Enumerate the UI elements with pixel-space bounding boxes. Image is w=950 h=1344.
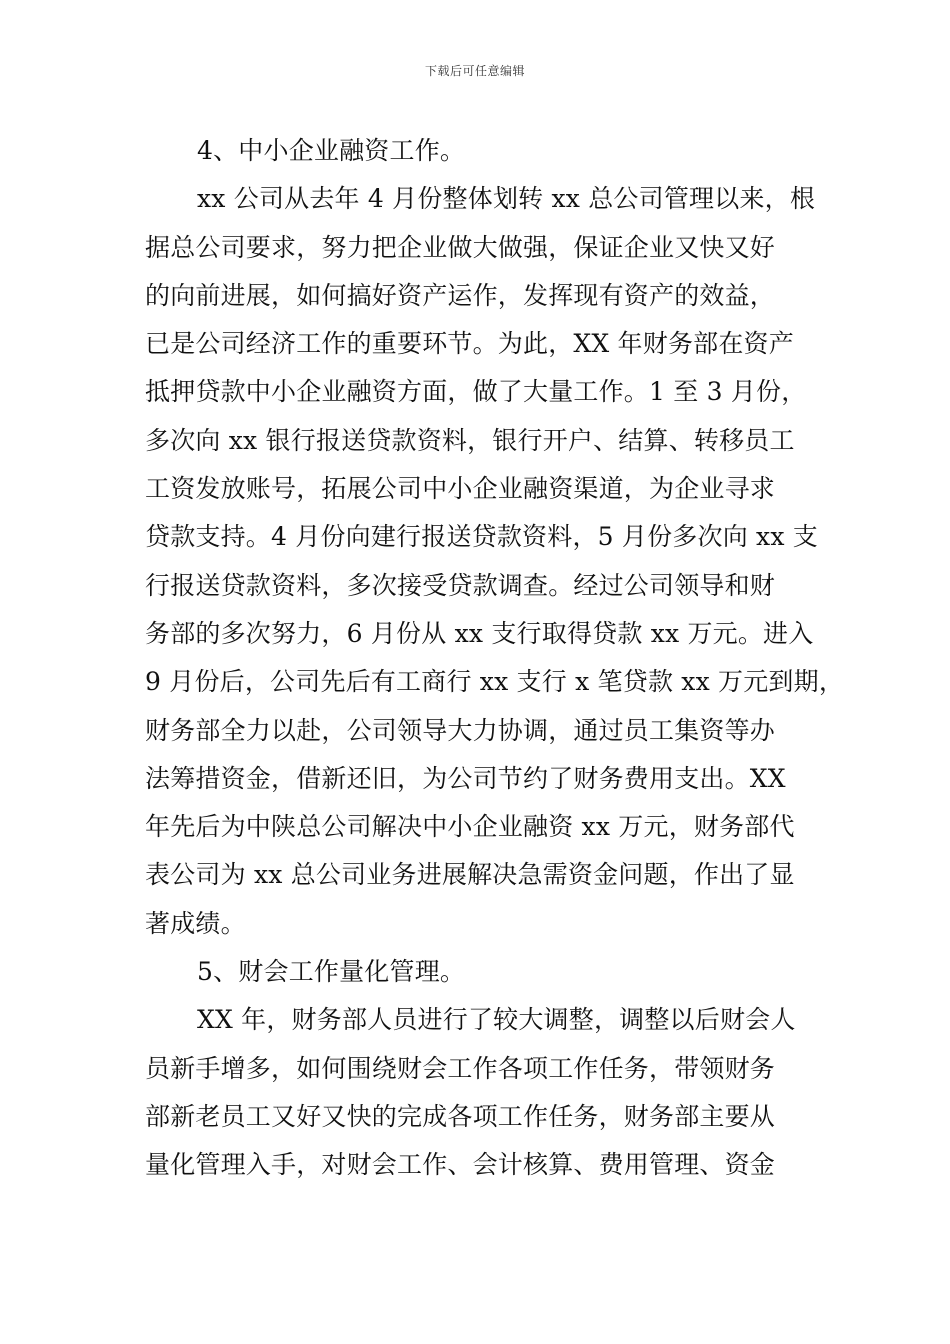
paragraph-line: 员新手增多，如何围绕财会工作各项工作任务，带领财务 [145,1053,776,1083]
section-heading: 5、财会工作量化管理。 [197,957,466,987]
paragraph-line: 表公司为 xx 总公司业务进展解决急需资金问题，作出了显 [145,860,795,890]
paragraph-line: 的向前进展，如何搞好资产运作，发挥现有资产的效益， [145,280,776,310]
paragraph-line: XX 年，财务部人员进行了较大调整，调整以后财会人 [197,1005,796,1035]
section-heading: 4、中小企业融资工作。 [197,136,466,165]
paragraph-line: 9 月份后，公司先后有工商行 xx 支行 x 笔贷款 xx 万元到期， [145,667,845,697]
paragraph-line: 务部的多次努力，6 月份从 xx 支行取得贷款 xx 万元。进入 [145,618,814,648]
paragraph-line: 财务部全力以赴，公司领导大力协调，通过员工集资等办 [145,715,776,745]
paragraph-line: 贷款支持。4 月份向建行报送贷款资料，5 月份多次向 xx 支 [145,522,818,552]
paragraph-line: 著成绩。 [145,908,246,938]
paragraph-line: 量化管理入手，对财会工作、会计核算、费用管理、资金 [145,1150,776,1180]
document-body [145,127,845,1190]
paragraph-line: xx 公司从去年 4 月份整体划转 xx 总公司管理以来，根 [197,184,816,214]
header-note: 下载后可任意编辑 [424,64,525,78]
paragraph-line: 行报送贷款资料，多次接受贷款调查。经过公司领导和财 [145,570,776,600]
paragraph-line: 多次向 xx 银行报送贷款资料，银行开户、结算、转移员工 [145,425,795,455]
paragraph-line: 部新老员工又好又快的完成各项工作任务，财务部主要从 [145,1101,776,1131]
paragraph-line: 抵押贷款中小企业融资方面，做了大量工作。1 至 3 月份， [145,377,807,407]
paragraph-line: 工资发放账号，拓展公司中小企业融资渠道，为企业寻求 [145,474,776,504]
paragraph-line: 已是公司经济工作的重要环节。为此，XX 年财务部在资产 [145,329,794,359]
paragraph-line: 年先后为中陕总公司解决中小企业融资 xx 万元，财务部代 [145,812,795,842]
paragraph-line: 法筹措资金，借新还旧，为公司节约了财务费用支出。XX [145,763,786,793]
paragraph-line: 据总公司要求，努力把企业做大做强，保证企业又快又好 [145,232,776,262]
